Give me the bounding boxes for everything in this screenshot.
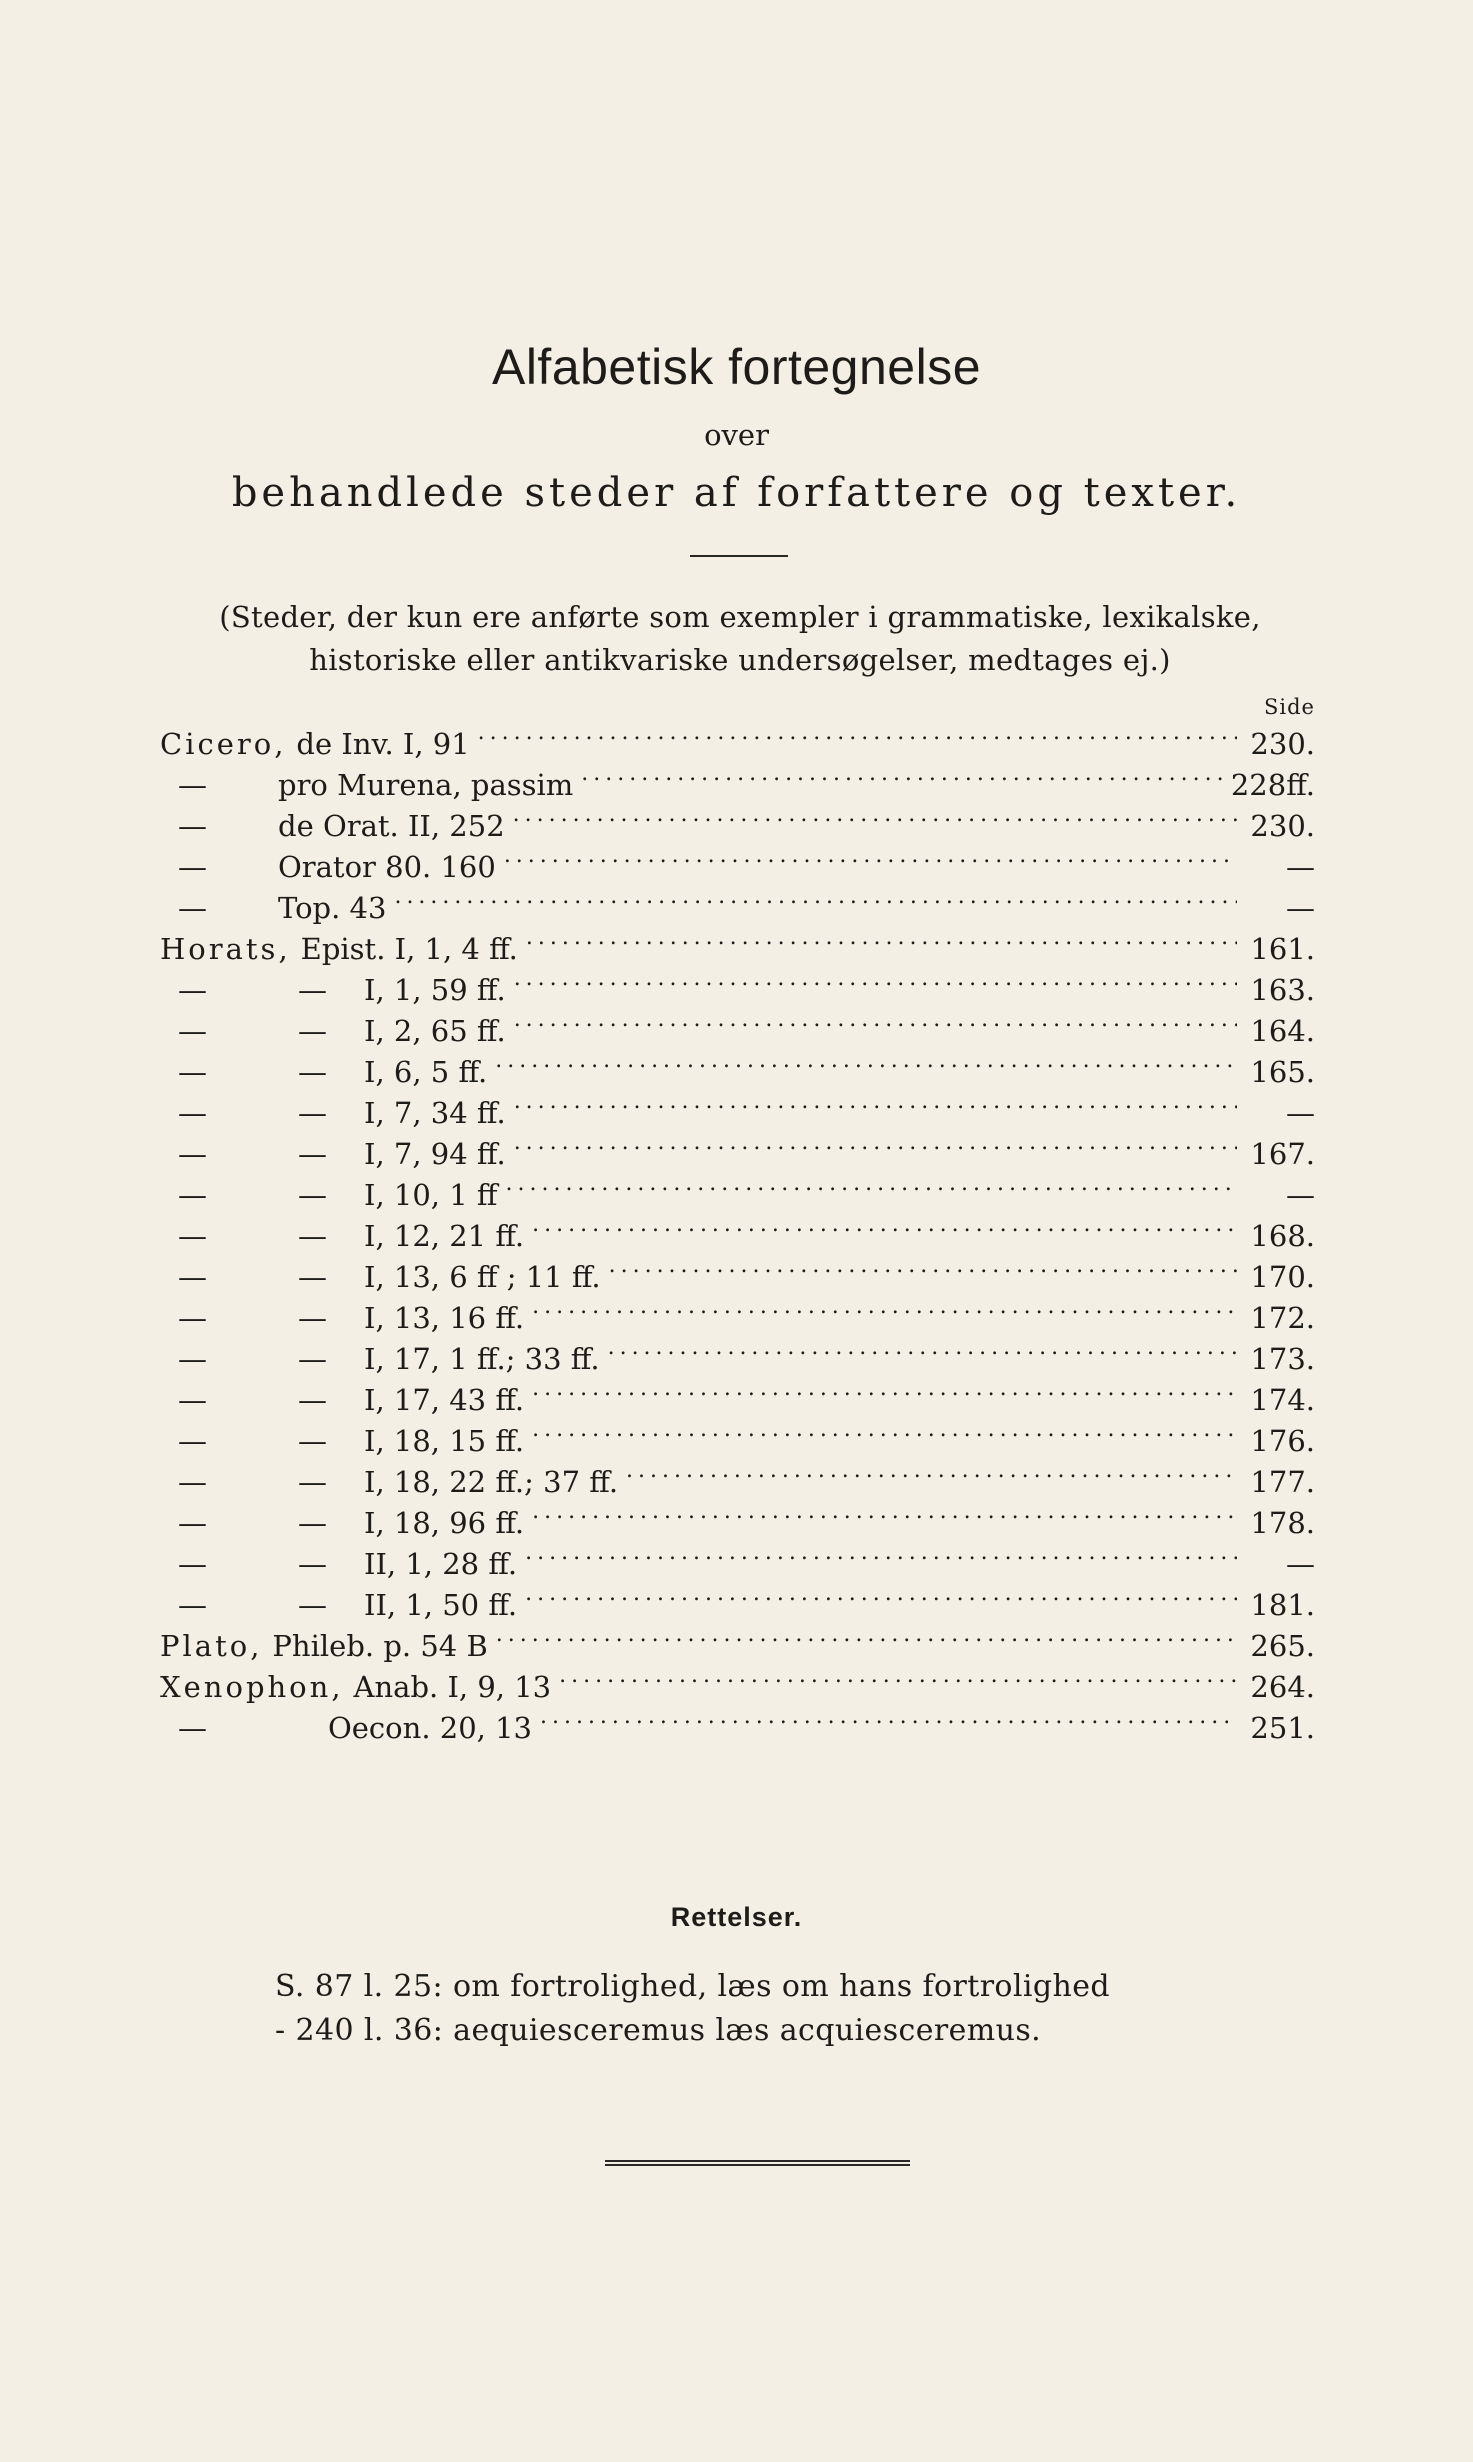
entry-page-number: 168. xyxy=(1250,1219,1315,1253)
entry-page-number: 165. xyxy=(1250,1055,1315,1089)
entry-ditto-author: — xyxy=(178,1096,207,1130)
entry-reference: Oecon. 20, 13 xyxy=(328,1711,532,1745)
index-entry xyxy=(160,888,1315,929)
entry-reference: I, 18, 22 ff.; 37 ff. xyxy=(364,1465,619,1499)
index-entry xyxy=(160,1380,1315,1421)
dot-leader xyxy=(532,1503,1237,1533)
entry-page-number: 163. xyxy=(1250,973,1315,1007)
dot-leader xyxy=(532,1380,1237,1410)
entry-page-number: 176. xyxy=(1250,1424,1315,1458)
dot-leader xyxy=(514,970,1237,1000)
entry-page-number: — xyxy=(1286,1096,1315,1130)
index-entry xyxy=(160,1339,1315,1380)
dot-leader xyxy=(478,724,1237,754)
entry-ditto-work: — xyxy=(298,1137,327,1171)
entry-page-number: 228ff. xyxy=(1230,768,1315,802)
entry-ditto-work: — xyxy=(298,1096,327,1130)
entry-page-number: 174. xyxy=(1250,1383,1315,1417)
entry-page-number: 167. xyxy=(1250,1137,1315,1171)
entry-ditto-author: — xyxy=(178,1137,207,1171)
index-entry xyxy=(160,1134,1315,1175)
entry-ditto-author: — xyxy=(178,1342,207,1376)
entry-reference: pro Murena, passim xyxy=(278,768,574,802)
entry-reference: I, 7, 34 ff. xyxy=(364,1096,506,1130)
entry-ditto-author: — xyxy=(178,1178,207,1212)
entry-reference: II, 1, 50 ff. xyxy=(364,1588,518,1622)
index-entry xyxy=(160,1585,1315,1626)
entry-reference: I, 13, 16 ff. xyxy=(364,1301,525,1335)
entry-reference: I, 17, 43 ff. xyxy=(364,1383,525,1417)
entry-ditto-work: — xyxy=(298,1506,327,1540)
index-entry xyxy=(160,929,1315,970)
dot-leader xyxy=(496,1626,1237,1656)
entry-author: Xenophon, xyxy=(160,1670,344,1704)
entry-ditto-work: — xyxy=(298,973,327,1007)
entry-page-number: 230. xyxy=(1250,727,1315,761)
correction-line: - 240 l. 36: aequiesceremus læs acquiesceremus. xyxy=(275,2013,1042,2048)
dot-leader xyxy=(513,806,1237,836)
entry-page-number: 164. xyxy=(1250,1014,1315,1048)
entry-ditto-author: — xyxy=(178,768,207,802)
entry-reference: Orator 80. 160 xyxy=(278,850,496,884)
entry-ditto-author: — xyxy=(178,1219,207,1253)
entry-page-number: 173. xyxy=(1250,1342,1315,1376)
dot-leader xyxy=(526,929,1237,959)
entry-ditto-author: — xyxy=(178,1055,207,1089)
entry-ditto-author: — xyxy=(178,891,207,925)
dot-leader xyxy=(608,1339,1237,1369)
dot-leader xyxy=(581,765,1223,795)
index-entry xyxy=(160,1544,1315,1585)
entry-author: Cicero, xyxy=(160,727,287,761)
entry-reference: de Inv. I, 91 xyxy=(296,727,470,761)
index-entry xyxy=(160,1093,1315,1134)
entry-ditto-work: — xyxy=(298,1055,327,1089)
entry-reference: I, 13, 6 ff ; 11 ff. xyxy=(364,1260,601,1294)
subtitle-main: behandlede steder af forfattere og texter. xyxy=(231,470,1242,516)
index-entry xyxy=(160,1462,1315,1503)
entry-page-number: 172. xyxy=(1250,1301,1315,1335)
closing-double-rule xyxy=(605,2160,910,2166)
entry-ditto-work: — xyxy=(298,1465,327,1499)
dot-leader xyxy=(559,1667,1237,1697)
index-entry xyxy=(160,1216,1315,1257)
index-entry xyxy=(160,1708,1315,1749)
entry-reference: II, 1, 28 ff. xyxy=(364,1547,518,1581)
index-entry xyxy=(160,1175,1315,1216)
index-entry xyxy=(160,1257,1315,1298)
entry-page-number: 230. xyxy=(1250,809,1315,843)
entry-reference: I, 10, 1 ff xyxy=(364,1178,498,1212)
correction-line: S. 87 l. 25: om fortrolighed, læs om hans fortrolighed xyxy=(275,1969,1110,2004)
entry-page-number: 161. xyxy=(1250,932,1315,966)
entry-author: Horats, xyxy=(160,932,291,966)
entry-ditto-work: — xyxy=(298,1219,327,1253)
index-entry xyxy=(160,1626,1315,1667)
index-entry xyxy=(160,1503,1315,1544)
index-entry xyxy=(160,1667,1315,1708)
entry-page-number: 265. xyxy=(1250,1629,1315,1663)
index-entry xyxy=(160,724,1315,765)
dot-leader xyxy=(514,1011,1237,1041)
dot-leader xyxy=(540,1708,1237,1738)
entry-ditto-author: — xyxy=(178,973,207,1007)
entry-ditto-work: — xyxy=(298,1342,327,1376)
index-entry xyxy=(160,1011,1315,1052)
entry-ditto-author: — xyxy=(178,1260,207,1294)
dot-leader xyxy=(532,1298,1237,1328)
entry-reference: I, 7, 94 ff. xyxy=(364,1137,506,1171)
entry-reference: Anab. I, 9, 13 xyxy=(353,1670,552,1704)
entry-reference: I, 18, 15 ff. xyxy=(364,1424,525,1458)
index-entry xyxy=(160,1298,1315,1339)
entry-author: Plato, xyxy=(160,1629,263,1663)
dot-leader xyxy=(514,1134,1237,1164)
entry-page-number: 181. xyxy=(1250,1588,1315,1622)
index-entry xyxy=(160,847,1315,888)
entry-ditto-author: — xyxy=(178,1506,207,1540)
dot-leader xyxy=(506,1175,1237,1205)
index-entries xyxy=(160,724,1315,1749)
entry-reference: I, 1, 59 ff. xyxy=(364,973,506,1007)
entry-ditto-author: — xyxy=(178,850,207,884)
dot-leader xyxy=(532,1421,1237,1451)
entry-ditto-work: — xyxy=(298,1547,327,1581)
entry-ditto-author: — xyxy=(178,1383,207,1417)
entry-reference: I, 12, 21 ff. xyxy=(364,1219,525,1253)
entry-ditto-work: — xyxy=(298,1178,327,1212)
index-entry xyxy=(160,806,1315,847)
entry-reference: Phileb. p. 54 B xyxy=(272,1629,488,1663)
page-title: Alfabetisk fortegnelse xyxy=(491,339,982,395)
entry-reference: Top. 43 xyxy=(278,891,387,925)
dot-leader xyxy=(504,847,1237,877)
entry-ditto-work: — xyxy=(298,1424,327,1458)
entry-page-number: 264. xyxy=(1250,1670,1315,1704)
entry-page-number: — xyxy=(1286,1547,1315,1581)
side-column-label: Side xyxy=(1264,695,1315,719)
entry-ditto-author: — xyxy=(178,1588,207,1622)
entry-ditto-author: — xyxy=(178,1301,207,1335)
corrections-title: Rettelser. xyxy=(670,1902,803,1932)
entry-ditto-work: — xyxy=(298,1260,327,1294)
corrections-list xyxy=(275,1965,1110,2053)
dot-leader xyxy=(609,1257,1237,1287)
entry-ditto-author: — xyxy=(178,1547,207,1581)
entry-page-number: — xyxy=(1286,850,1315,884)
index-entry xyxy=(160,765,1315,806)
entry-ditto-author: — xyxy=(178,1465,207,1499)
entry-reference: I, 2, 65 ff. xyxy=(364,1014,506,1048)
index-entry xyxy=(160,970,1315,1011)
entry-ditto-author: — xyxy=(178,1711,207,1745)
entry-ditto-work: — xyxy=(298,1014,327,1048)
entry-reference: I, 17, 1 ff.; 33 ff. xyxy=(364,1342,600,1376)
entry-ditto-work: — xyxy=(298,1301,327,1335)
entry-page-number: 177. xyxy=(1250,1465,1315,1499)
index-entry xyxy=(160,1421,1315,1462)
entry-page-number: 178. xyxy=(1250,1506,1315,1540)
subtitle-over: over xyxy=(704,418,769,452)
entry-page-number: — xyxy=(1286,1178,1315,1212)
entry-ditto-author: — xyxy=(178,1424,207,1458)
dot-leader xyxy=(394,888,1237,918)
entry-ditto-author: — xyxy=(178,809,207,843)
entry-reference: Epist. I, 1, 4 ff. xyxy=(300,932,518,966)
entry-reference: I, 18, 96 ff. xyxy=(364,1506,525,1540)
entry-page-number: — xyxy=(1286,891,1315,925)
title-divider xyxy=(690,555,788,557)
dot-leader xyxy=(514,1093,1237,1123)
entry-ditto-work: — xyxy=(298,1383,327,1417)
index-entry xyxy=(160,1052,1315,1093)
dot-leader xyxy=(626,1462,1237,1492)
entry-page-number: 251. xyxy=(1250,1711,1315,1745)
editorial-note: (Steder, der kun ere anførte som exempler i grammatiske, lexikalske, historiske eller antikvariske undersøgelser, medtages ej.) xyxy=(219,600,1261,677)
entry-reference: I, 6, 5 ff. xyxy=(364,1055,488,1089)
dot-leader xyxy=(495,1052,1237,1082)
entry-page-number: 170. xyxy=(1250,1260,1315,1294)
dot-leader xyxy=(532,1216,1237,1246)
dot-leader xyxy=(525,1544,1237,1574)
entry-reference: de Orat. II, 252 xyxy=(278,809,505,843)
dot-leader xyxy=(525,1585,1237,1615)
entry-ditto-author: — xyxy=(178,1014,207,1048)
entry-ditto-work: — xyxy=(298,1588,327,1622)
